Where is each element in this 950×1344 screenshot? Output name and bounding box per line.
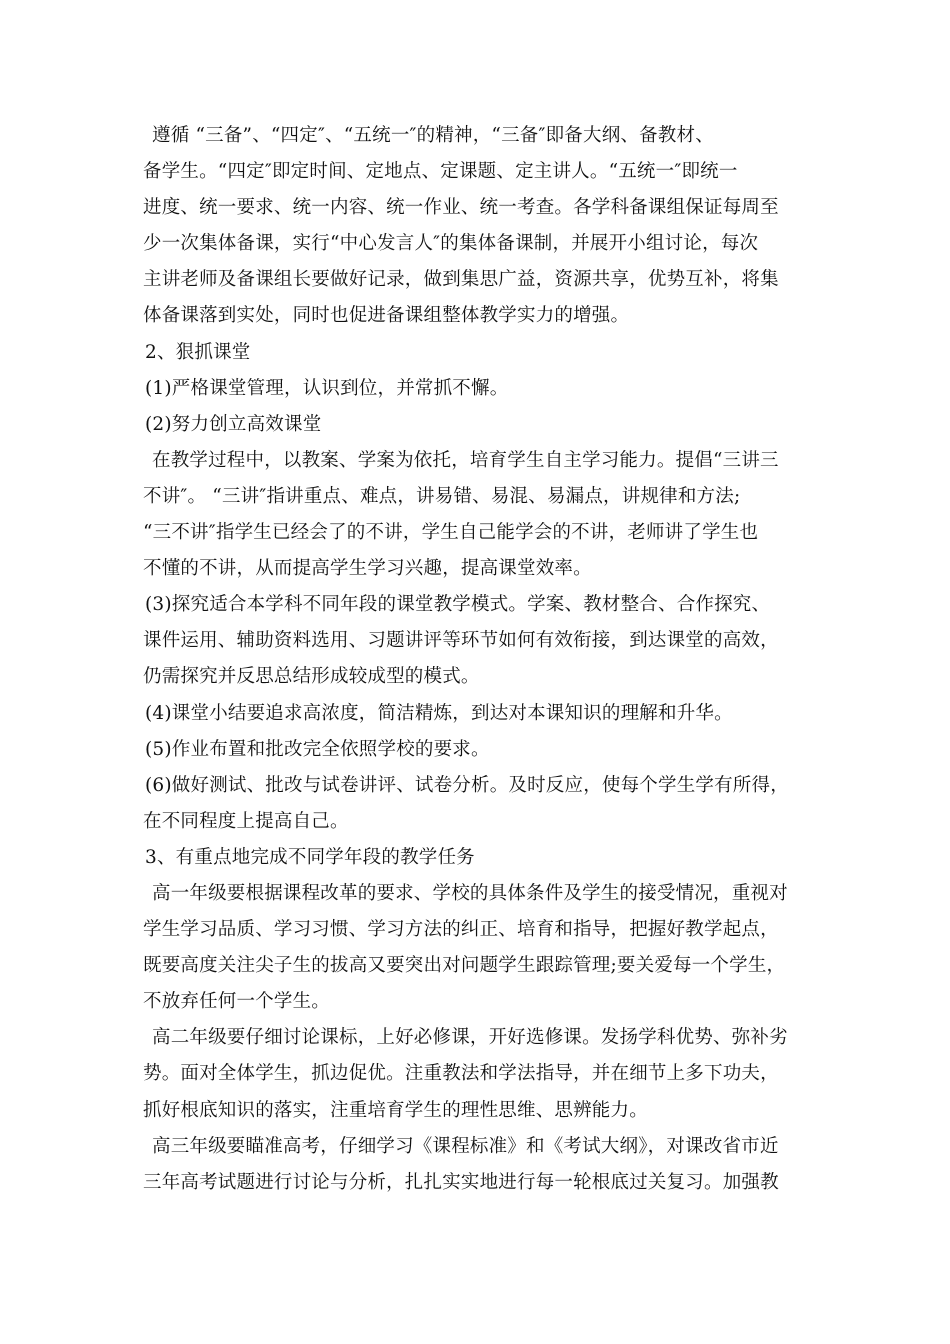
text-line: 在不同程度上提高自己。	[143, 810, 349, 832]
text-line: 高一年级要根据课程改革的要求、学校的具体条件及学生的接受情况，重视对	[152, 882, 788, 904]
text-line: 高二年级要仔细讨论课标，上好必修课，开好选修课。发扬学科优势、弥补劣	[152, 1027, 788, 1049]
text-line: 不懂的不讲，从而提高学生学习兴趣，提高课堂效率。	[143, 558, 592, 580]
text-line: (2)努力创立高效课堂	[145, 413, 322, 435]
text-line: 主讲老师及备课组长要做好记录，做到集思广益，资源共享，优势互补，将集	[143, 269, 779, 291]
text-line: 三年高考试题进行讨论与分析，扎扎实实地进行每一轮根底过关复习。加强教	[143, 1171, 779, 1193]
text-line: 高三年级要瞄准高考，仔细学习《课程标准》和《考试大纲》，对课改省市近	[152, 1135, 779, 1157]
text-line: 仍需探究并反思总结形成较成型的模式。	[143, 666, 480, 688]
text-line: 备学生。“四定″即定时间、定地点、定课题、定主讲人。“五统一″即统一	[143, 161, 738, 183]
text-line: (6)做好测试、批改与试卷讲评、试卷分析。及时反应，使每个学生学有所得，	[145, 774, 789, 796]
text-line: 不讲″。 “三讲″指讲重点、难点，讲易错、易混、易漏点，讲规律和方法;	[143, 485, 741, 507]
text-line: (1)严格课堂管理，认识到位，并常抓不懈。	[145, 377, 509, 399]
text-line: 既要高度关注尖子生的拔高又要突出对问题学生跟踪管理;要关爱每一个学生，	[143, 955, 786, 977]
text-line: 学生学习品质、学习习惯、学习方法的纠正、培育和指导，把握好教学起点，	[143, 919, 779, 941]
text-line: 抓好根底知识的落实，注重培育学生的理性思维、思辨能力。	[143, 1099, 648, 1121]
text-line: 在教学过程中，以教案、学案为依托，培育学生自主学习能力。提倡“三讲三	[152, 449, 779, 471]
text-line: 遵循 “三备”、“四定″、“五统一″的精神，“三备″即备大纲、备教材、	[152, 125, 714, 146]
document-body	[143, 118, 813, 1201]
text-line: (3)探究适合本学科不同年段的课堂教学模式。学案、教材整合、合作探究、	[145, 594, 771, 616]
text-line: 体备课落到实处，同时也促进备课组整体教学实力的增强。	[143, 305, 630, 327]
text-line: 3、有重点地完成不同学年段的教学任务	[145, 846, 475, 868]
text-line: 进度、统一要求、统一内容、统一作业、统一考查。各学科备课组保证每周至	[143, 197, 779, 219]
text-line: 势。面对全体学生，抓边促优。注重教法和学法指导，并在细节上多下功夫，	[143, 1063, 779, 1085]
text-line: (5)作业布置和批改完全依照学校的要求。	[145, 738, 490, 760]
text-line: 2、狠抓课堂	[145, 341, 251, 363]
text-line: “三不讲″指学生已经会了的不讲，学生自己能学会的不讲，老师讲了学生也	[143, 522, 759, 544]
text-line: (4)课堂小结要追求高浓度，简洁精炼，到达对本课知识的理解和升华。	[145, 702, 733, 724]
text-line: 不放弃任何一个学生。	[143, 991, 331, 1013]
text-line: 少一次集体备课，实行“中心发言人″的集体备课制，并展开小组讨论，每次	[143, 233, 759, 255]
text-line: 课件运用、辅助资料选用、习题讲评等环节如何有效衔接，到达课堂的高效，	[143, 630, 779, 652]
